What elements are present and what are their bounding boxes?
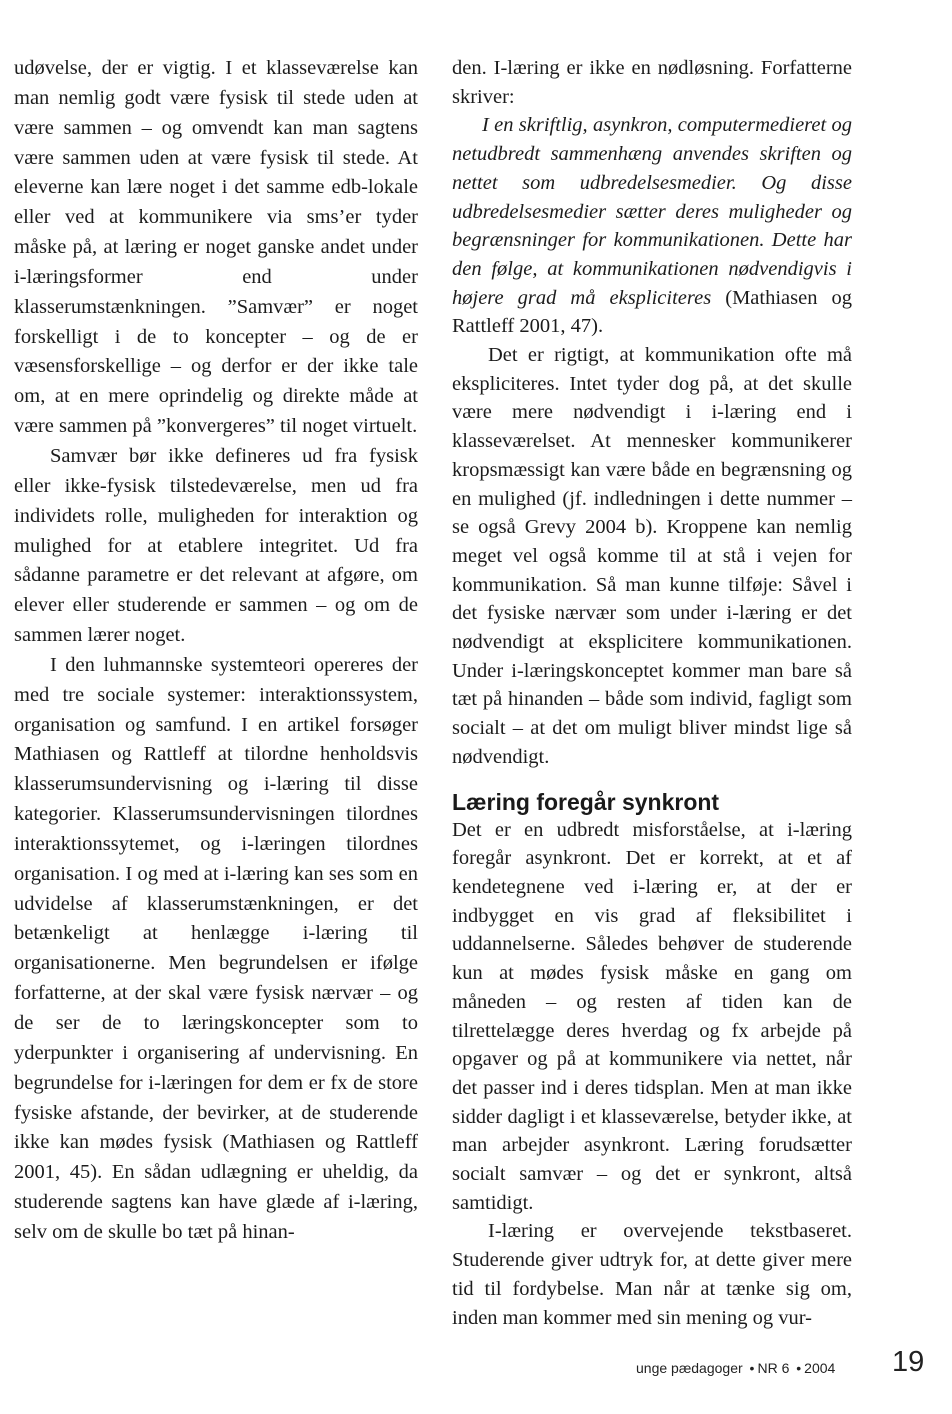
- page-footer: [636, 1360, 835, 1376]
- quote-text: I en skriftlig, asynkron, computermedieret og netudbredt sammenhæng anvendes skriften og nettet som udbredelsesmedier. Og disse udbredelsesmedier sætter deres muligheder og begrænsninger for kommunikationen. Dette har den følge, at kommunikationen nødvendigvis i højere grad må ekspliciteres: [452, 114, 852, 309]
- right-paragraph-4: I-læring er overvejende tekstbaseret. Studerende giver udtryk for, at dette giver mere tid til fordybelse. Man når at tænke sig om, inden man kommer med sin mening og vur-: [452, 1220, 852, 1329]
- quote-citation: (Mathiasen og Rattleff 2001, 47).: [452, 286, 852, 338]
- right-paragraph-3: Det er en udbredt misforståelse, at i-læring foregår asynkront. Det er korrekt, at et af kendetegnene ved i-læring er, at der er indbygget en vis grad af fleksibilitet i uddannelserne. Således behøver de studerende kun at mødes fysisk måske en gang om måneden – og resten af tiden kan de tilrettelægge deres hverdag og fx arbejde på opgaver og på at kommunikere via nettet, når det passer ind i deres tidsplan. Men at man ikke sidder dagligt i et klasseværelse, betyder ikke, at man arbejder asynkront. Læring forudsætter socialt samvær – og det er synkront, altså samtidigt.: [452, 818, 852, 1214]
- issue-year: 2004: [804, 1360, 836, 1376]
- publication-name: unge pædagoger: [636, 1360, 743, 1376]
- right-paragraph-1: den. I-læring er ikke en nødløsning. Forfatterne skriver:: [452, 57, 852, 108]
- issue-number: NR 6: [757, 1360, 790, 1376]
- section-heading: Læring foregår synkront: [452, 788, 720, 815]
- right-column: [452, 54, 852, 1332]
- block-quote: [452, 111, 852, 341]
- page-number: 19: [892, 1346, 925, 1378]
- footer-separator-2: •: [796, 1360, 802, 1376]
- left-paragraph-1: udøvelse, der er vigtig. I et klasseværelse kan man nemlig godt være fysisk til stede uden at være sammen – og omvendt kan man sagtens være sammen uden at være fysisk til stede. At eleverne kan lære noget i det samme edb-lokale eller ved at kommunikere via sms’er tyder måske på, at læring er noget ganske andet under i-læringsformer end under klasserumstænkningen. ”Samvær” er noget forskelligt i de to koncepter – og de er væsensforskellige – og derfor er der ikke tale om, at en mere oprindelig og direkte måde at være sammen på ”konvergeres” til noget virtuelt.: [14, 57, 418, 438]
- left-column: [14, 54, 418, 1248]
- right-paragraph-2: Det er rigtigt, at kommunikation ofte må ekspliciteres. Intet tyder dog på, at det skulle være mere nødvendigt i i-læring end i klasseværelset. At mennesker kommunikerer kropsmæssigt kan være både en begrænsning og en mulighed (jf. indledningen i dette nummer – se også Grevy 2004 b). Kroppene kan nemlig meget vel også komme til at stå i vejen for kommunikation. Så man kunne tilføje: Såvel i det fysiske nærvær som under i-læring er det nødvendigt at eksplicitere kommunikationen. Under i-læringskonceptet kommer man bare så tæt på hinanden – både som individ, fagligt som socialt – at det om muligt bliver mindst lige så nødvendigt.: [452, 344, 852, 768]
- footer-separator-1: •: [749, 1360, 755, 1376]
- left-paragraph-3: I den luhmannske systemteori opereres der med tre sociale systemer: interaktionssystem, organisation og samfund. I en artikel forsøger Mathiasen og Rattleff at tilordne henholdsvis klasserumsundervisning og i-læring til disse kategorier. Klasserumsundervisningen tilordnes interaktionssytemet, og i-læringen tilordnes organisation. I og med at i-læring kan ses som en udvidelse af klasserumstænkningen, er det betænkeligt at henlægge i-læring til organisationerne. Men begrundelsen er ifølge forfatterne, at der skal være fysisk nærvær – og de ser de to læringskoncepter som to yderpunkter i organisering af undervisning. En begrundelse for i-læringen for dem er fx de store fysiske afstande, der bevirker, at de studerende ikke kan mødes fysisk (Mathiasen og Rattleff 2001, 45). En sådan udlægning er uheldig, da studerende sagtens kan have glæde af i-læring, selv om de skulle bo tæt på hinan-: [14, 653, 418, 1243]
- left-paragraph-2: Samvær bør ikke defineres ud fra fysisk eller ikke-fysisk tilstedeværelse, men ud fra individets rolle, muligheden for interaktion og mulighed for at etablere integritet. Ud fra sådanne parametre er det relevant at afgøre, om elever eller studerende er sammen – og om de sammen lærer noget.: [14, 444, 418, 647]
